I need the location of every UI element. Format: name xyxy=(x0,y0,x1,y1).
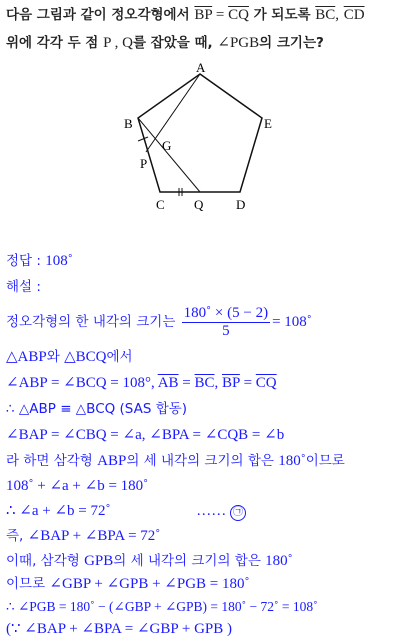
segment-ap xyxy=(146,74,200,152)
tick-mark-bp xyxy=(138,137,148,141)
explain-result: = 108˚ xyxy=(272,314,312,330)
fraction-numerator: 180˚ × (5 − 2) xyxy=(183,304,269,321)
explanation-label: 해설 : xyxy=(6,279,41,295)
explain-line-12: ∴ ∠PGB = 180˚ − (∠GBP + ∠GPB) = 180˚ − 72˚ = 108˚ xyxy=(6,599,318,614)
explain-line-6 xyxy=(6,452,345,470)
explain-line-7: 108˚ + ∠a + ∠b = 180˚ xyxy=(6,478,149,494)
explain-text: 정오각형의 한 내각의 크기는 xyxy=(6,314,176,330)
question-text: 위에 각각 두 점 xyxy=(6,35,99,51)
vertex-label-e: E xyxy=(264,116,272,131)
fraction-denominator: 5 xyxy=(222,322,230,339)
explain-text: 이므로 xyxy=(305,453,345,469)
explain-text: 와 xyxy=(46,349,60,365)
question-text: 가 되도록 xyxy=(253,7,311,23)
segment-cq: $\overline{CQ}$ xyxy=(228,7,249,23)
explain-line-3 xyxy=(6,374,277,392)
triangle-abp: △ABP xyxy=(6,349,47,365)
fraction xyxy=(182,305,270,340)
point-label-q: Q xyxy=(194,197,204,212)
explain-line-4: ∴ △ABP ≡ △BCQ (SAS 합동) xyxy=(6,401,188,417)
equation: ∴ ∠a + ∠b = 72˚ xyxy=(6,503,111,519)
explain-line-10 xyxy=(6,552,293,570)
explain-line-9 xyxy=(6,527,160,545)
equals-sign: = xyxy=(239,375,256,391)
comma: , xyxy=(214,375,223,391)
segment-bp: $\overline{BP}$ xyxy=(194,7,213,23)
segment-cd: $\overline{CD}$ xyxy=(343,7,365,23)
ellipsis: …… xyxy=(196,503,227,519)
explain-text: 의 세 내각의 크기의 합은 xyxy=(113,553,261,569)
angle-equality: ∠ABP = ∠BCQ = 108°, xyxy=(6,375,158,391)
angle-sum: 180˚ xyxy=(265,553,293,569)
explain-text: 라 하면 삼각형 xyxy=(6,453,93,469)
explain-text: 이때, 삼각형 xyxy=(6,553,80,569)
vertex-label-c: C xyxy=(156,197,165,212)
question-text: 를 잡았을 때, xyxy=(132,35,213,51)
answer-label: 정답 : xyxy=(6,253,41,269)
explain-text: 에서 xyxy=(106,349,133,365)
answer-value: 108˚ xyxy=(45,253,73,269)
triangle-name: GPB xyxy=(84,553,114,569)
angle-pgb: ∠PGB xyxy=(217,35,260,51)
point-label-g: G xyxy=(162,138,172,153)
points-pq: P , Q xyxy=(103,35,133,51)
triangle-bcq: △BCQ xyxy=(64,349,107,365)
triangle-name: ABP xyxy=(97,453,127,469)
explain-line-1 xyxy=(6,304,312,340)
segment-bc: $\overline{BC}$ xyxy=(194,375,215,391)
segment-bc: $\overline{BC}$ xyxy=(315,7,336,23)
equation: ∠GBP + ∠GPB + ∠PGB = 180˚ xyxy=(49,576,250,592)
explain-text: 의 세 내각의 크기의 합은 xyxy=(126,453,274,469)
explain-text: 즉, xyxy=(6,528,24,544)
question-line-1 xyxy=(6,6,365,24)
question-text: 의 크기는? xyxy=(259,35,324,51)
equation: ∠BAP + ∠BPA = 72˚ xyxy=(27,528,161,544)
pentagon-shape xyxy=(138,74,262,192)
angle-sum: 180˚ xyxy=(278,453,306,469)
segment-ab: $\overline{AB}$ xyxy=(157,375,179,391)
equals-sign: = xyxy=(212,7,229,23)
equals-sign: = xyxy=(178,375,195,391)
vertex-label-b: B xyxy=(124,116,133,131)
explain-text: 이므로 xyxy=(6,576,46,592)
point-label-p: P xyxy=(140,156,148,171)
question-line-2 xyxy=(6,34,324,52)
explain-line-8 xyxy=(6,502,246,521)
segment-cq: $\overline{CQ}$ xyxy=(255,375,277,391)
answer-line xyxy=(6,252,73,270)
circled-marker: ㉠ xyxy=(230,505,246,521)
explain-line-5: ∠BAP = ∠CBQ = ∠a, ∠BPA = ∠CQB = ∠b xyxy=(6,427,285,443)
explain-line-2 xyxy=(6,348,133,366)
vertex-label-d: D xyxy=(236,197,246,212)
explain-line-11 xyxy=(6,575,249,593)
pentagon-figure xyxy=(110,62,290,222)
segment-bq xyxy=(138,118,200,192)
explain-line-13: (∵ ∠BAP + ∠BPA = ∠GBP + GPB ) xyxy=(6,621,233,637)
comma: , xyxy=(335,7,339,23)
segment-bp: $\overline{BP}$ xyxy=(222,375,240,391)
vertex-label-a: A xyxy=(196,62,206,75)
question-text: 다음 그림과 같이 정오각형에서 xyxy=(6,7,190,23)
